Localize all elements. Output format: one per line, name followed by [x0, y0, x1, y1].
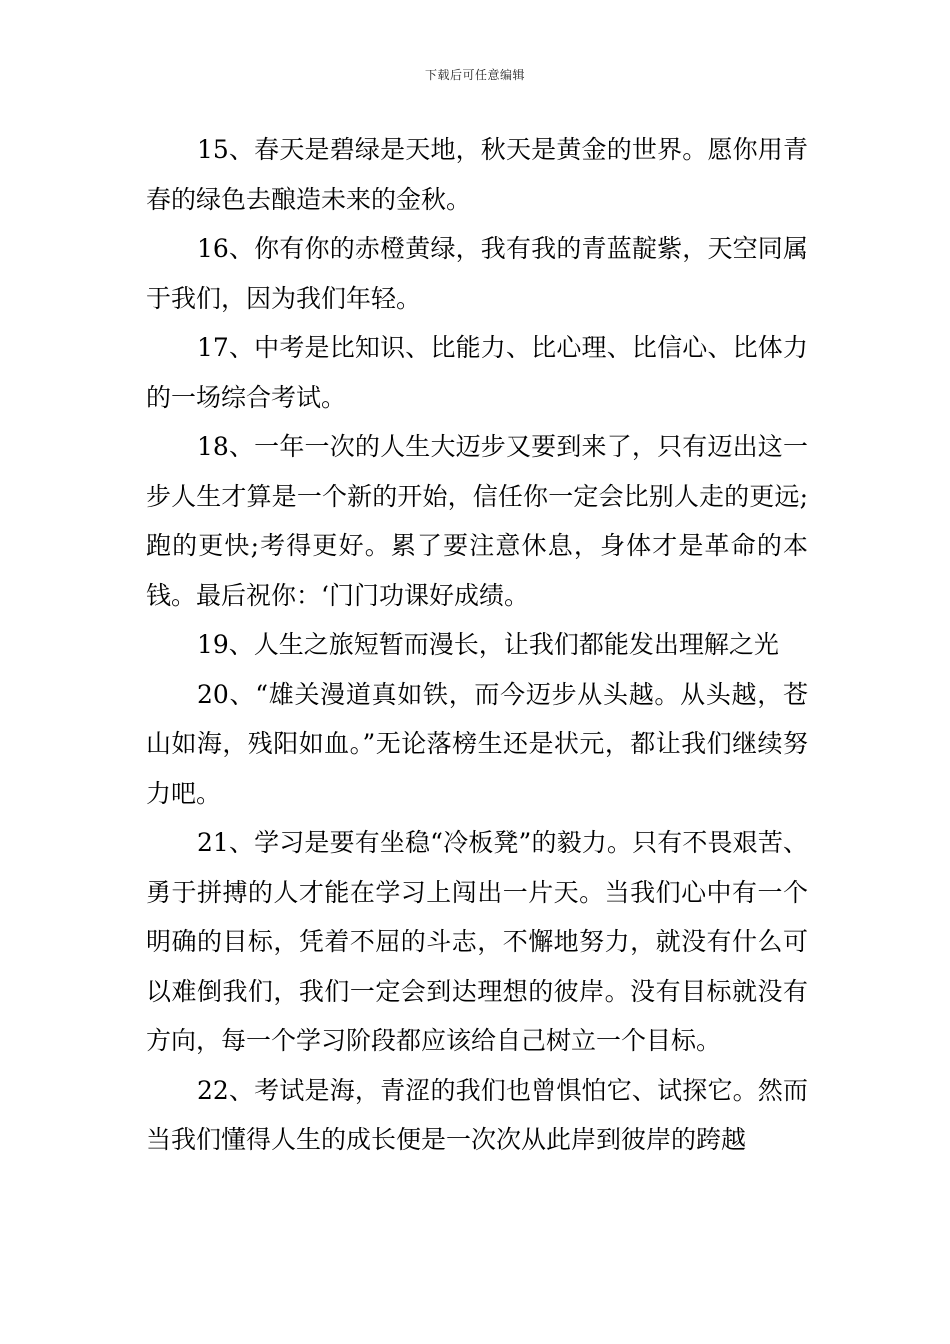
- paragraph-19: 19、人生之旅短暂而漫长，让我们都能发出理解之光: [197, 630, 779, 659]
- paragraph-18: 18、一年一次的人生大迈步又要到来了，只有迈出这一步人生才算是一个新的开始，信任你一定会比别人走的更远;跑的更快;考得更好。累了要注意休息，身体才是革命的本钱。最后祝你：‘门门功课好成绩。: [146, 432, 808, 610]
- paragraph-21: 21、学习是要有坐稳“冷板凳”的毅力。只有不畏艰苦、勇于拼搏的人才能在学习上闯出一片天。当我们心中有一个明确的目标，凭着不屈的斗志，不懈地努力，就没有什么可以难倒我们，我们一定会到达理想的彼岸。没有目标就没有方向，每一个学习阶段都应该给自己树立一个目标。: [146, 828, 808, 1055]
- paragraph-22: 22、考试是海，青涩的我们也曾惧怕它、试探它。然而当我们懂得人生的成长便是一次次从此岸到彼岸的跨越: [146, 1075, 808, 1154]
- paragraph-15: 15、春天是碧绿是天地，秋天是黄金的世界。愿你用青春的绿色去酿造未来的金秋。: [146, 135, 808, 214]
- paragraph-20: 20、“雄关漫道真如铁，而今迈步从头越。从头越，苍山如海，残阳如血。”无论落榜生还是状元，都让我们继续努力吧。: [146, 679, 808, 808]
- paragraph-16: 16、你有你的赤橙黄绿，我有我的青蓝靛紫，天空同属于我们，因为我们年轻。: [146, 234, 808, 313]
- page-header: 下载后可任意编辑: [424, 68, 525, 82]
- paragraph-17: 17、中考是比知识、比能力、比心理、比信心、比体力的一场综合考试。: [146, 333, 808, 412]
- document-body: [146, 125, 808, 1165]
